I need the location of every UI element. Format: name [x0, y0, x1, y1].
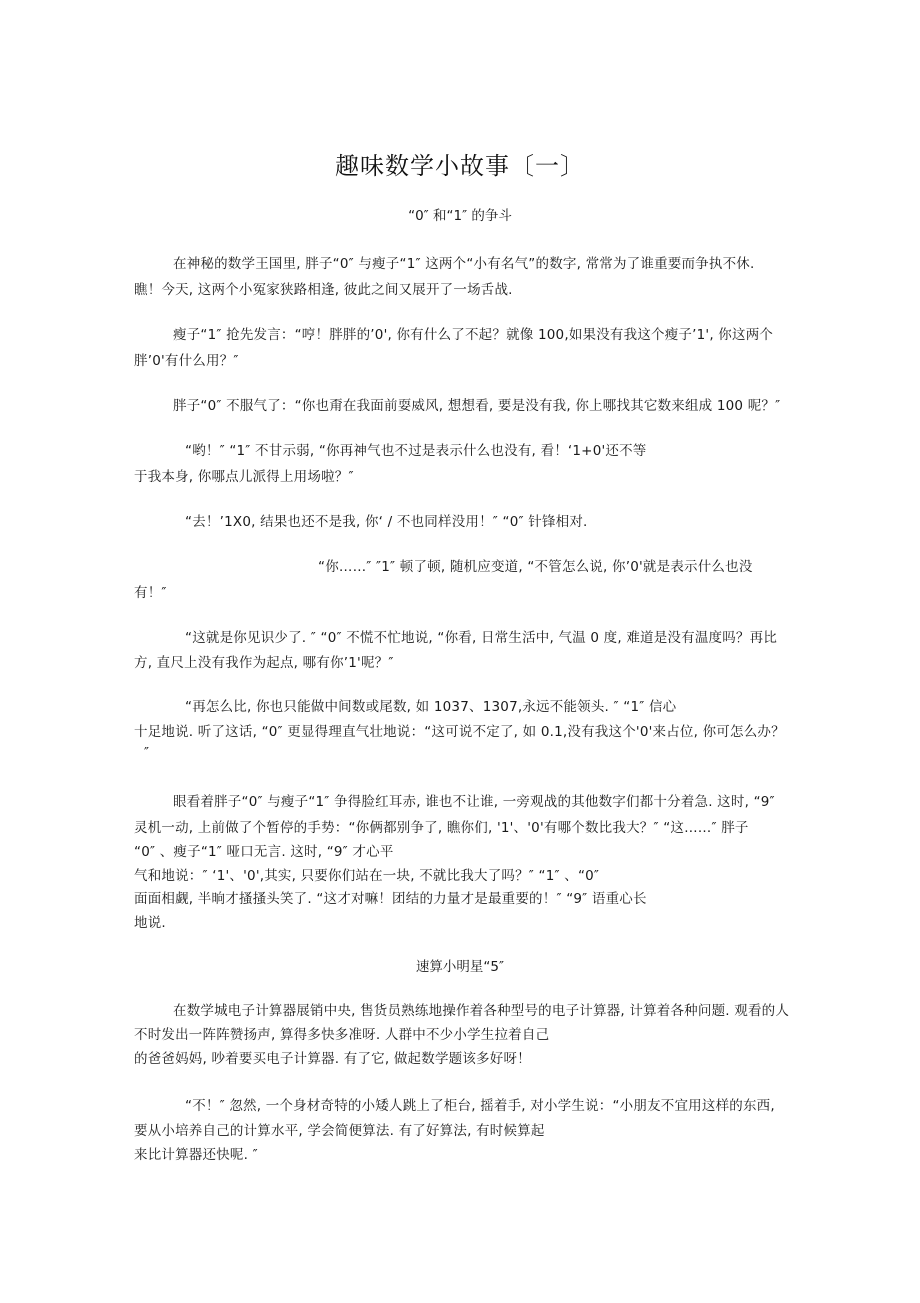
paragraph-line: “这就是你见识少了. ″ “0″ 不慌不忙地说, “你看, 日常生活中, 气温 0 度, 难道是没有温度吗？再比 [185, 630, 778, 646]
paragraph-line: 眼看着胖子“0″ 与瘦子“1″ 争得脸红耳赤, 谁也不让谁, 一旁观战的其他数字们都十分着急. 这时, “9″ [173, 794, 775, 810]
paragraph-line: 胖’0'有什么用？″ [134, 353, 239, 369]
paragraph-line: ″ [144, 745, 150, 761]
paragraph-line: 的爸爸妈妈, 吵着要买电子计算器. 有了它, 做起数学题该多好呀！ [134, 1051, 531, 1067]
paragraph-line: 灵机一动, 上前做了个暂停的手势：“你俩都别争了, 瞧你们, '1'、'0'有哪个数比我大？″ “这……″ 胖子 [134, 820, 749, 836]
paragraph-line: 瘦子“1″ 抢先发言：“哼！胖胖的’0', 你有什么了不起？就像 100,如果没有我这个瘦子’1', 你这两个 [173, 327, 774, 343]
section-heading-0-and-1: “0″ 和“1″ 的争斗 [408, 208, 512, 224]
paragraph-line: “去！’1X0, 结果也还不是我, 你‘ / 不也同样没用！″ “0″ 针锋相对. [185, 514, 588, 530]
paragraph-line: 方, 直尺上没有我作为起点, 哪有你’1'呢？″ [134, 655, 394, 671]
paragraph-line: 地说. [134, 915, 166, 931]
paragraph-line: 有！″ [134, 585, 167, 601]
paragraph-line: 在数学城电子计算器展销中央, 售货员熟练地操作着各种型号的电子计算器, 计算着各种问题. 观看的人 [173, 1003, 790, 1019]
paragraph-line: “哟！″ “1″ 不甘示弱, “你再神气也不过是表示什么也没有, 看！‘1+0'还不等 [185, 443, 647, 459]
paragraph-line: 来比计算器还快呢. ″ [134, 1147, 258, 1163]
section-heading-speed-star-5: 速算小明星“5″ [415, 959, 505, 975]
paragraph-line: 面面相觑, 半晌才搔搔头笑了. “这才对嘛！团结的力量才是最重要的！″ “9″ 语重心长 [134, 891, 647, 907]
paragraph-line: “你……″ ″1″ 顿了顿, 随机应变道, “不管怎么说, 你’0'就是表示什么也没 [318, 559, 753, 575]
paragraph-line: 不时发出一阵阵赞扬声, 算得多快多准呀. 人群中不少小学生拉着自己 [134, 1027, 550, 1043]
paragraph-line: 气和地说：″ ‘1'、'0',其实, 只要你们站在一块, 不就比我大了吗？″ “1″ 、“0″ [134, 868, 600, 884]
page-title: 趣味数学小故事〔一〕 [335, 152, 585, 180]
paragraph-line: “0″ 、瘦子“1″ 哑口无言. 这时, “9″ 才心平 [134, 844, 394, 860]
paragraph-line: 胖子“0″ 不服气了：“你也甭在我面前耍威风, 想想看, 要是没有我, 你上哪找其它数来组成 100 呢？″ [173, 398, 781, 414]
paragraph-line: 于我本身, 你哪点儿派得上用场啦？″ [134, 469, 354, 485]
paragraph-line: 要从小培养自己的计算水平, 学会简便算法. 有了好算法, 有时候算起 [134, 1123, 545, 1139]
paragraph-line: “再怎么比, 你也只能做中间数或尾数, 如 1037、1307,永远不能领头. ″ “1″ 信心 [185, 699, 677, 715]
paragraph-line: 十足地说. 听了这话, “0″ 更显得理直气壮地说：“这可说不定了, 如 0.1,没有我这个'0'来占位, 你可怎么办？ [134, 724, 785, 740]
paragraph-line: 瞧！今天, 这两个小冤家狭路相逢, 彼此之间又展开了一场舌战. [134, 282, 513, 298]
paragraph-line: “不！″ 忽然, 一个身材奇特的小矮人跳上了柜台, 摇着手, 对小学生说：“小朋友不宜用这样的东西, [185, 1098, 775, 1114]
paragraph-line: 在神秘的数学王国里, 胖子“0″ 与瘦子“1″ 这两个“小有名气”的数字, 常常为了谁重要而争执不休. [173, 256, 755, 272]
